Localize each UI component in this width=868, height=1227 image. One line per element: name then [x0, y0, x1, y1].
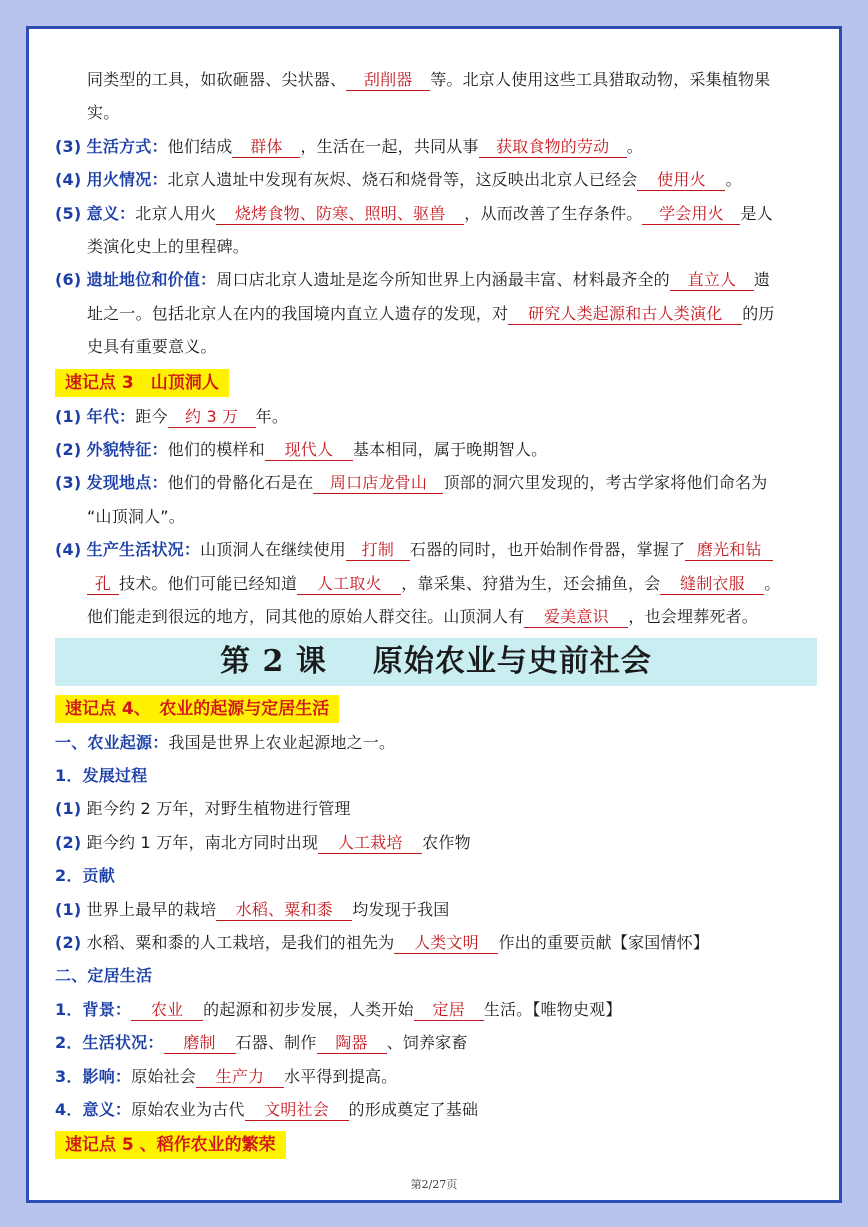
- text-line: (5) 意义：北京人用火 烧烤食物、防寒、照明、驱兽 ，从而改善了生存条件。 学会用火 是人: [55, 203, 773, 223]
- answer-blank: 获取食物的劳动: [479, 137, 627, 158]
- section-pill-3: [55, 364, 817, 400]
- text-line: (4) 用火情况：北京人遗址中发现有灰烬、烧石和烧骨等，这反映出北京人已经会 使用火 。: [55, 170, 742, 190]
- section-pill-5: [55, 1126, 817, 1162]
- text-line: (1) 世界上最早的栽培 水稻、粟和黍 均发现于我国: [55, 899, 450, 919]
- text-line: (1) 年代：距今 约 3 万 年。: [55, 406, 289, 426]
- text-line: 3．影响：原始社会 生产力 水平得到提高。: [55, 1066, 398, 1086]
- text-line: 址之一。包括北京人在内的我国境内直立人遗存的发现，对 研究人类起源和古人类演化 的历: [87, 303, 775, 323]
- answer-blank: 现代人: [265, 440, 353, 461]
- text-line: 二、定居生活: [55, 966, 153, 986]
- section-title: 速记点 3 山顶洞人: [55, 369, 229, 397]
- text-line: (4) 生产生活状况：山顶洞人在继续使用 打制 石器的同时，也开始制作骨器，掌握了 磨光和钻: [55, 533, 817, 566]
- answer-blank: 打制: [346, 540, 410, 561]
- text-line: (2) 水稻、粟和黍的人工栽培，是我们的祖先为 人类文明 作出的重要贡献【家国情怀】: [55, 932, 710, 952]
- text-line: (3) 生活方式：他们结成 群体 ，生活在一起，共同从事 获取食物的劳动 。: [55, 136, 643, 156]
- text-line: “山顶洞人”。: [87, 506, 185, 526]
- answer-blank: 直立人: [670, 270, 754, 291]
- text-line: 一、农业起源：我国是世界上农业起源地之一。: [55, 732, 396, 752]
- answer-blank: 磨光和钻: [685, 540, 773, 561]
- text-line: 同类型的工具，如砍砸器、尖状器、 刮削器 等。北京人使用这些工具猎取动物，采集植物果: [87, 70, 771, 89]
- section-pill-4: [55, 690, 817, 726]
- section-title: 速记点 5 、稻作农业的繁荣: [55, 1131, 286, 1159]
- answer-blank: 缝制衣服: [660, 574, 764, 595]
- section-title: 速记点 4、 农业的起源与定居生活: [55, 695, 339, 723]
- page-content: [55, 63, 817, 1162]
- answer-blank: 使用火: [637, 170, 725, 191]
- text-line: (2) 外貌特征：他们的模样和 现代人 基本相同，属于晚期智人。: [55, 440, 548, 460]
- text-line: (3) 发现地点：他们的骨骼化石是在 周口店龙骨山 顶部的洞穴里发现的，考古学家将他们命名为: [55, 473, 768, 493]
- answer-blank: 烧烤食物、防寒、照明、驱兽: [216, 204, 464, 225]
- text-line: 1．发展过程: [55, 765, 148, 785]
- answer-blank: 水稻、粟和黍: [216, 900, 352, 921]
- page-number: 第2/27页: [410, 1178, 458, 1191]
- lesson-title: 第 2 课 原始农业与史前社会: [55, 638, 817, 686]
- answer-blank: 刮削器: [346, 70, 430, 91]
- answer-blank: 研究人类起源和古人类演化: [508, 304, 742, 325]
- answer-blank: 生产力: [196, 1067, 284, 1088]
- text-line: (1) 距今约 2 万年，对野生植物进行管理: [55, 799, 351, 819]
- answer-blank: 农业: [131, 1000, 203, 1021]
- answer-blank: 人工栽培: [318, 833, 422, 854]
- text-line: 类演化史上的里程碑。: [87, 237, 250, 257]
- text-line: 史具有重要意义。: [87, 337, 217, 357]
- answer-blank: 磨制: [164, 1033, 236, 1054]
- answer-blank: 定居: [414, 1000, 484, 1021]
- answer-blank: 孔: [87, 574, 119, 595]
- text-line: 孔 技术。他们可能已经知道 人工取火 ，靠采集、狩猎为生，还会捕鱼，会 缝制衣服 。: [55, 567, 817, 600]
- text-line: (6) 遗址地位和价值：周口店北京人遗址是迄今所知世界上内涵最丰富、材料最齐全的 直立人 遗: [55, 270, 771, 290]
- answer-blank: 人工取火: [297, 574, 401, 595]
- text-line: 他们能走到很远的地方，同其他的原始人群交往。山顶洞人有 爱美意识 ，也会埋葬死者。: [87, 607, 759, 627]
- answer-blank: 陶器: [317, 1033, 387, 1054]
- text-line: 1．背景： 农业 的起源和初步发展，人类开始 定居 生活。【唯物史观】: [55, 999, 622, 1019]
- text-line: 4．意义：原始农业为古代 文明社会 的形成奠定了基础: [55, 1099, 479, 1119]
- answer-blank: 约 3 万: [168, 407, 256, 428]
- page-sheet: [26, 26, 842, 1203]
- text-line: 2．贡献: [55, 866, 115, 886]
- text-line: 2．生活状况： 磨制 石器、制作 陶器 、饲养家畜: [55, 1033, 468, 1053]
- answer-blank: 学会用火: [642, 204, 740, 225]
- text-line: (2) 距今约 1 万年，南北方同时出现 人工栽培 农作物: [55, 832, 471, 852]
- answer-blank: 文明社会: [245, 1100, 349, 1121]
- answer-blank: 爱美意识: [524, 607, 628, 628]
- answer-blank: 群体: [232, 137, 300, 158]
- text-line: 实。: [87, 103, 120, 123]
- answer-blank: 人类文明: [394, 933, 498, 954]
- answer-blank: 周口店龙骨山: [313, 473, 443, 494]
